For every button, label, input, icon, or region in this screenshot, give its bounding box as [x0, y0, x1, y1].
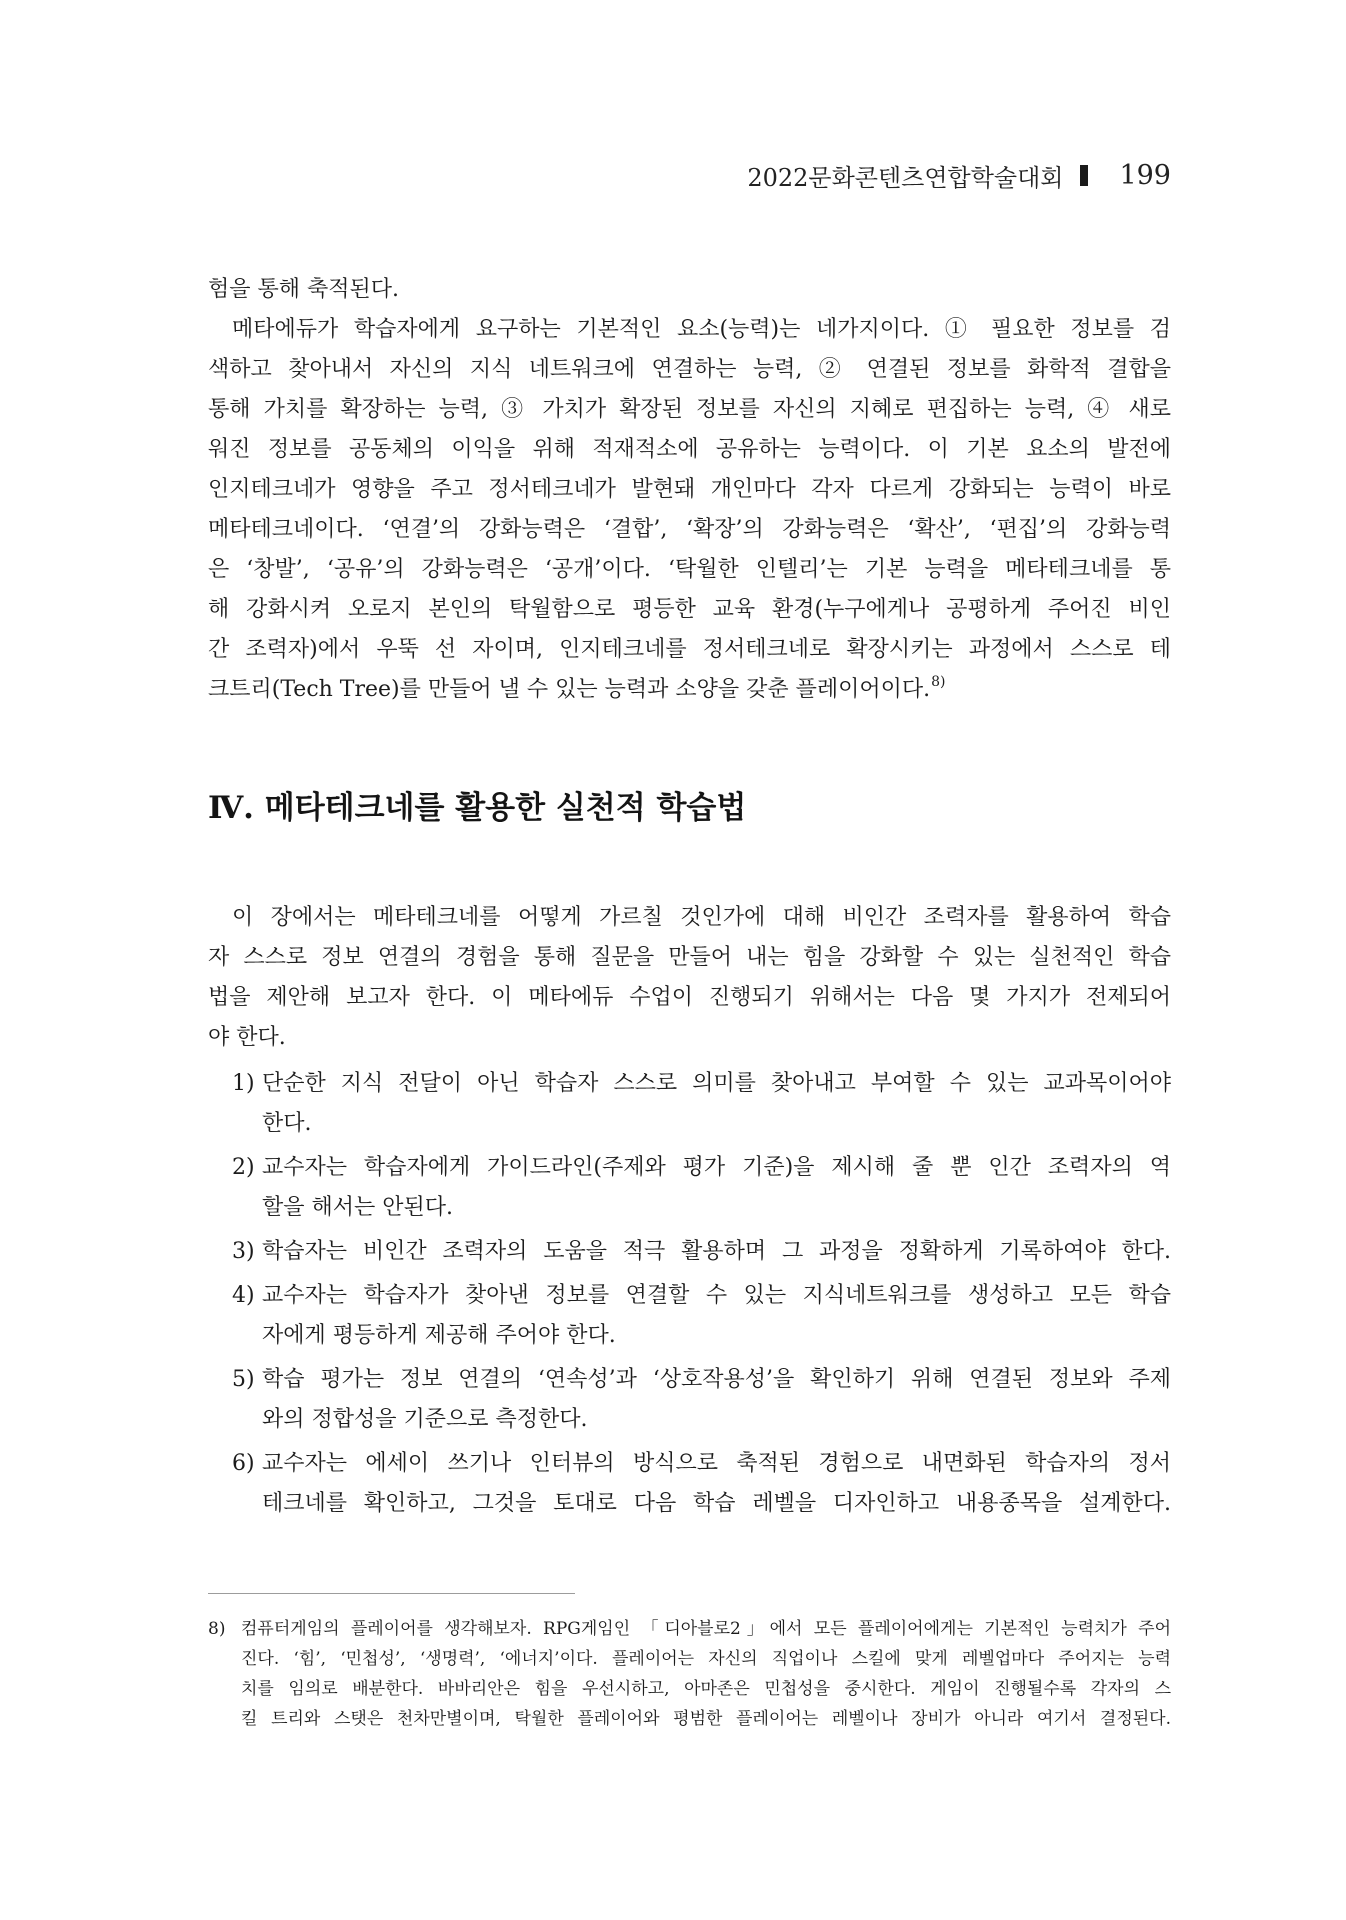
text-line: 자에게 평등하게 제공해 주어야 한다. — [262, 1323, 616, 1348]
item-text — [262, 1148, 1171, 1228]
requirement-item — [208, 1148, 1171, 1228]
footnote-reference: 8) — [931, 673, 946, 690]
requirement-item — [208, 1360, 1171, 1440]
header-separator-bar — [1080, 165, 1088, 186]
text-line: 교수자는 에세이 쓰기나 인터뷰의 방식으로 축적된 경험으로 내면화된 학습자의 정서 — [262, 1451, 1171, 1476]
text-line: 간 조력자)에서 우뚝 선 자이며, 인지테크네를 정서테크네로 확장시키는 과정에서 스스로 테 — [208, 637, 1171, 662]
text-line: 메타테크네이다. ‘연결’의 강화능력은 ‘결합’, ‘확장’의 강화능력은 ‘확산’, ‘편집’의 강화능력 — [208, 517, 1171, 542]
item-number: 6) — [232, 1451, 255, 1476]
text-line: 색하고 찾아내서 자신의 지식 네트워크에 연결하는 능력, ② 연결된 정보를 화학적 결합을 — [208, 357, 1171, 382]
text-line: 야 한다. — [208, 1025, 286, 1050]
item-number: 5) — [232, 1367, 255, 1392]
item-text — [262, 1276, 1171, 1356]
requirements-list — [208, 1064, 1171, 1524]
footnote-marker: 8) — [208, 1619, 226, 1639]
item-number: 4) — [232, 1283, 255, 1308]
text-line: 자 스스로 정보 연결의 경험을 통해 질문을 만들어 내는 힘을 강화할 수 있는 실천적인 학습 — [208, 945, 1171, 970]
text-line: 법을 제안해 보고자 한다. 이 메타에듀 수업이 진행되기 위해서는 다음 몇 가지가 전제되어 — [208, 985, 1171, 1010]
requirement-item — [208, 1064, 1171, 1144]
text-line-content: 크트리(Tech Tree)를 만들어 낼 수 있는 능력과 소양을 갖춘 플레이어이다. — [208, 677, 931, 702]
opening-paragraph — [208, 270, 1171, 310]
text-line: 이 장에서는 메타테크네를 어떻게 가르칠 것인가에 대해 비인간 조력자를 활용하여 학습 — [232, 905, 1171, 930]
text-line: 테크네를 확인하고, 그것을 토대로 다음 학습 레벨을 디자인하고 내용종목을 설계한다. — [262, 1491, 1171, 1516]
item-number: 2) — [232, 1155, 255, 1180]
running-header — [747, 156, 1171, 194]
footnote-text — [241, 1614, 1171, 1734]
text-line: 학습자는 비인간 조력자의 도움을 적극 활용하며 그 과정을 정확하게 기록하여야 한다. — [262, 1239, 1171, 1264]
requirement-item — [208, 1276, 1171, 1356]
text-line: 은 ‘창발’, ‘공유’의 강화능력은 ‘공개’이다. ‘탁월한 인텔리’는 기본 능력을 메타테크네를 통 — [208, 557, 1171, 582]
requirement-item — [208, 1232, 1171, 1272]
text-line: 치를 임의로 배분한다. 바바리안은 힘을 우선시하고, 아마존은 민첩성을 중시한다. 게임이 진행될수록 각자의 스 — [241, 1679, 1171, 1699]
item-text — [262, 1064, 1171, 1144]
text-line: 와의 정합성을 기준으로 측정한다. — [262, 1407, 588, 1432]
conference-title: 2022문화콘텐츠연합학술대회 — [747, 163, 1064, 192]
section-intro-paragraph — [208, 898, 1171, 1058]
item-text — [262, 1444, 1171, 1524]
text-line: 교수자는 학습자가 찾아낸 정보를 연결할 수 있는 지식네트워크를 생성하고 모든 학습 — [262, 1283, 1171, 1308]
text-line: 단순한 지식 전달이 아닌 학습자 스스로 의미를 찾아내고 부여할 수 있는 교과목이어야 — [262, 1071, 1171, 1096]
page-number: 199 — [1119, 159, 1171, 191]
text-line: 할을 해서는 안된다. — [262, 1195, 453, 1220]
item-number: 1) — [232, 1071, 255, 1096]
text-line: 컴퓨터게임의 플레이어를 생각해보자. RPG게임인 「디아블로2」에서 모든 플레이어에게는 기본적인 능력치가 주어 — [241, 1619, 1171, 1639]
text-line: 진다. ‘힘’, ‘민첩성’, ‘생명력’, ‘에너지’이다. 플레이어는 자신의 직업이나 스킬에 맞게 레벨업마다 주어지는 능력 — [241, 1649, 1171, 1669]
text-line: 해 강화시켜 오로지 본인의 탁월함으로 평등한 교육 환경(누구에게나 공평하게 주어진 비인 — [208, 597, 1171, 622]
footnote-divider — [208, 1593, 575, 1594]
text-line: 험을 통해 축적된다. — [208, 277, 399, 302]
text-line: 교수자는 학습자에게 가이드라인(주제와 평가 기준)을 제시해 줄 뿐 인간 조력자의 역 — [262, 1155, 1171, 1180]
text-line: 인지테크네가 영향을 주고 정서테크네가 발현돼 개인마다 각자 다르게 강화되는 능력이 바로 — [208, 477, 1171, 502]
item-number: 3) — [232, 1239, 255, 1264]
requirement-item — [208, 1444, 1171, 1524]
text-line: 학습 평가는 정보 연결의 ‘연속성’과 ‘상호작용성’을 확인하기 위해 연결된 정보와 주제 — [262, 1367, 1171, 1392]
item-text — [262, 1360, 1171, 1440]
text-line: 킬 트리와 스탯은 천차만별이며, 탁월한 플레이어와 평범한 플레이어는 레벨이나 장비가 아니라 여기서 결정된다. — [241, 1709, 1171, 1729]
section-heading: Ⅳ. 메타테크네를 활용한 실천적 학습법 — [208, 790, 747, 826]
metaedu-paragraph — [208, 310, 1171, 710]
text-line: 통해 가치를 확장하는 능력, ③ 가치가 확장된 정보를 자신의 지혜로 편집하는 능력, ④ 새로 — [208, 397, 1171, 422]
text-line: 메타에듀가 학습자에게 요구하는 기본적인 요소(능력)는 네가지이다. ① 필요한 정보를 검 — [232, 317, 1171, 342]
item-text — [262, 1232, 1171, 1272]
text-line: 워진 정보를 공동체의 이익을 위해 적재적소에 공유하는 능력이다. 이 기본 요소의 발전에 — [208, 437, 1171, 462]
footnote — [208, 1614, 1171, 1734]
text-line: 한다. — [262, 1111, 312, 1136]
text-line — [208, 670, 1171, 710]
main-text — [208, 270, 1171, 1734]
